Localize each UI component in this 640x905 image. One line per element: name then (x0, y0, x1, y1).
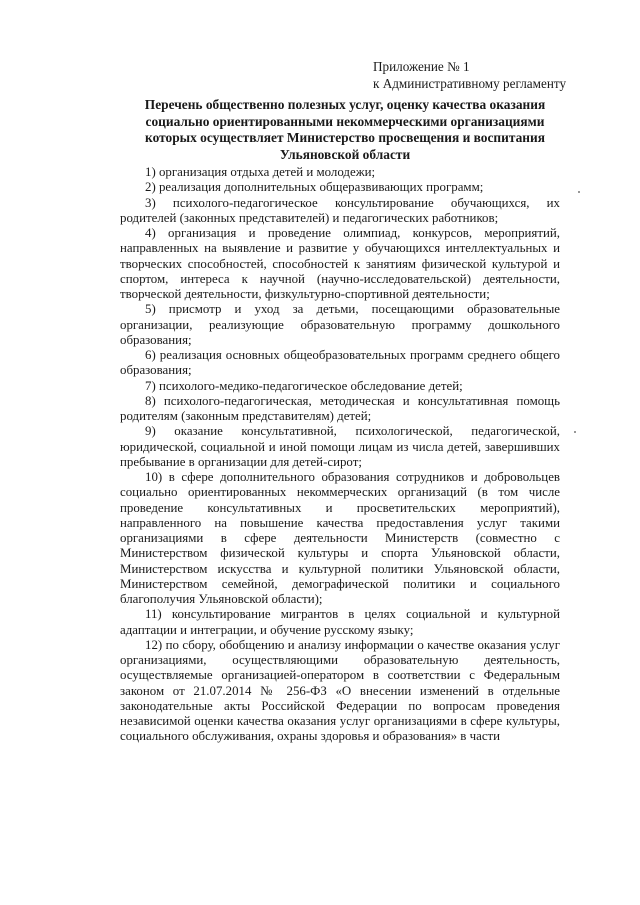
list-item: 1) организация отдыха детей и молодежи; (145, 165, 376, 179)
list-item: 5) присмотр и уход за детьми, посещающими образовательные организации, реализующие образовательную программу дошкольного образования; (120, 302, 560, 347)
list-item: 7) психолого-медико-педагогическое обследование детей; (145, 378, 463, 393)
list-item: 11) консультирование мигрантов в целях социальной и культурной адаптации и интеграции, и обучение русскому языку; (120, 607, 560, 637)
appendix-reference: к Административному регламенту (373, 76, 567, 91)
services-list (120, 165, 560, 745)
appendix-header (373, 58, 566, 92)
scan-speck (578, 191, 580, 193)
list-item: 6) реализация основных общеобразовательных программ среднего общего образования; (120, 348, 560, 378)
appendix-number: Приложение № 1 (373, 59, 470, 74)
list-item: 10) в сфере дополнительного образования сотрудников и добровольцев социально ориентированных некоммерческих организаций (в том числе проведение консультативных и просветительских мероприятий), направленного на повышение качества предоставления услуг такими организациями в сфере деятельности Министерств (совместно с Министерством физической культуры и спорта Ульяновской области, Министерством искусства и культурной политики Ульяновской области, Министерством семейной, демографической политики и социального благополучия Ульяновской области); (120, 470, 560, 606)
list-item: 9) оказание консультативной, психологической, педагогической, юридической, социальной и иной помощи лицам из числа детей, завершивших пребывание в организации для детей-сирот; (120, 424, 560, 469)
list-item: 3) психолого-педагогическое консультирование обучающихся, их родителей (законных представителей) и педагогических работников; (120, 195, 560, 225)
scan-speck (574, 431, 576, 433)
list-item: 12) по сбору, обобщению и анализу информации о качестве оказания услуг организациями, осуществляющими образовательную деятельность, осуществляемые организацией-оператором в соответствии с Федеральным законом от 21.07.2014 № 256-ФЗ «О внесении изменений в отдельные законодательные акты Российской Федерации по вопросам проведения независимой оценки качества оказания услуг организациями в сфере культуры, социального обслуживания, охраны здоровья и образования» в части (120, 637, 560, 744)
document-title: Перечень общественно полезных услуг, оценку качества оказания социально ориентированными некоммерческими организациями которых осуществляет Министерство просвещения и воспитания Ульяновской области (144, 97, 546, 162)
list-item: 8) психолого-педагогическая, методическая и консультативная помощь родителям (законным представителям) детей; (120, 393, 560, 423)
list-item: 4) организация и проведение олимпиад, конкурсов, мероприятий, направленных на выявление и развитие у обучающихся интеллектуальных и творческих способностей, способностей к занятиям физической культурой и спортом, интереса к научной (научно-исследовательской) деятельности, творческой деятельности, физкультурно-спортивной деятельности; (120, 226, 560, 301)
list-item: 2) реализация дополнительных общеразвивающих программ; (145, 180, 484, 195)
